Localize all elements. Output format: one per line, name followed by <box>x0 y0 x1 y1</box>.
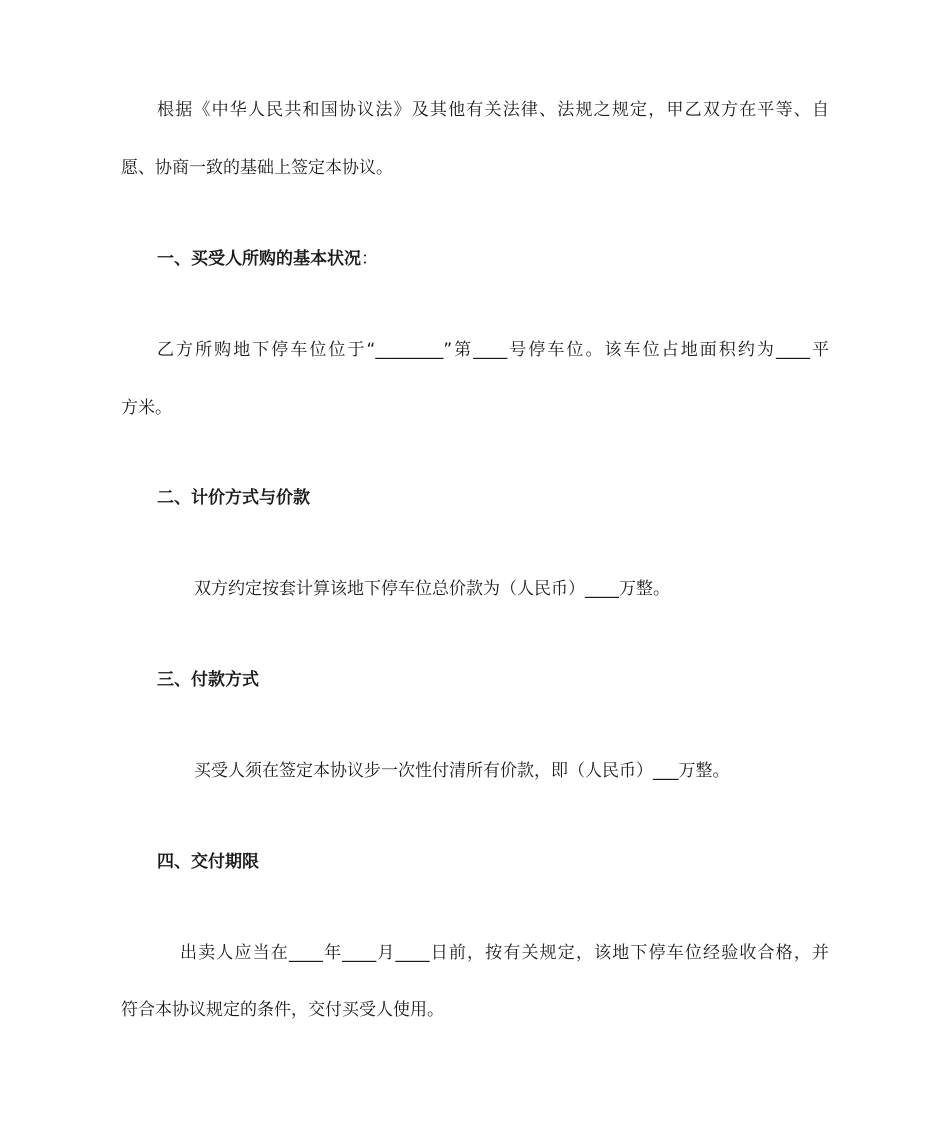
section-4-line-2: 符合本协议规定的条件，交付买受人使用。 <box>121 1000 444 1020</box>
intro-line-1: 根据《中华人民共和国协议法》及其他有关法律、法规之规定，甲乙双方在平等、自 <box>157 100 829 120</box>
intro-line-2: 愿、协商一致的基础上签定本协议。 <box>121 158 393 178</box>
section-1-heading-text: 一、买受人所购的基本状况 <box>157 249 361 269</box>
section-1-heading-colon: ： <box>361 249 378 269</box>
section-1-line-1: 乙方所购地下停车位位于“________”第____号停车位。该车位占地面积约为____平 <box>157 340 829 360</box>
section-4-heading: 四、交付期限 <box>157 852 259 872</box>
section-2-line-1: 双方约定按套计算该地下停车位总价款为（人民币）____万整。 <box>194 579 670 599</box>
section-1-line-2: 方米。 <box>121 398 172 418</box>
section-1-heading <box>157 247 378 271</box>
section-4-line-1: 出卖人应当在____年____月____日前，按有关规定，该地下停车位经验收合格，并 <box>180 943 829 963</box>
section-3-heading: 三、付款方式 <box>157 670 259 690</box>
section-2-heading: 二、计价方式与价款 <box>157 488 310 508</box>
section-3-line-1: 买受人须在签定本协议步一次性付清所有价款，即（人民币）___万整。 <box>194 761 730 781</box>
